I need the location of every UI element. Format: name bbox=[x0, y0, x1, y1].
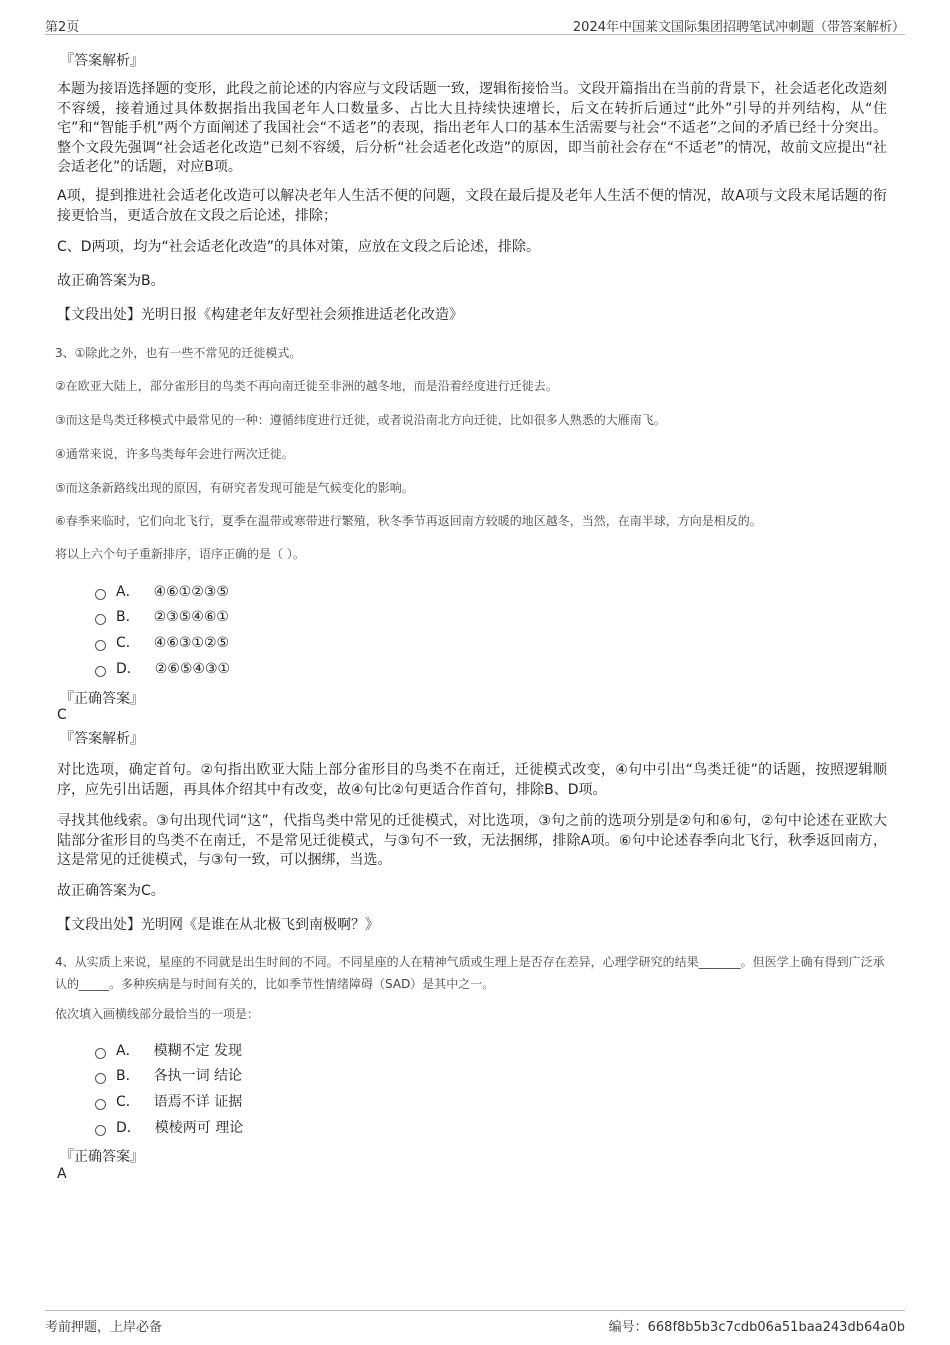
option-a[interactable]: A． ④⑥①②③⑤ bbox=[95, 582, 229, 602]
page-footer bbox=[45, 1310, 905, 1337]
question-sentence: ⑤而这条新路线出现的原因，有研究者发现可能是气候变化的影响。 bbox=[55, 481, 414, 495]
analysis-conclusion: 故正确答案为B。 bbox=[57, 273, 165, 289]
document-title: 2024年中国莱文国际集团招聘笔试冲刺题（带答案解析） bbox=[572, 20, 905, 35]
question-ask: 依次填入画横线部分最恰当的一项是： bbox=[55, 1007, 260, 1021]
question-sentence: ④通常来说，许多鸟类每年会进行两次迁徙。 bbox=[55, 447, 294, 461]
source-citation: 【文段出处】光明日报《构建老年友好型社会须推进适老化改造》 bbox=[57, 307, 463, 323]
option-c[interactable]: C． ④⑥③①②⑤ bbox=[95, 633, 229, 653]
correct-answer: C bbox=[57, 707, 67, 723]
question-sentence: 3、①除此之外，也有一些不常见的迁徙模式。 bbox=[55, 346, 302, 360]
analysis-label: 『答案解析』 bbox=[60, 53, 144, 69]
question-sentence: ③而这是鸟类迁移模式中最常见的一种：遵循纬度进行迁徙，或者说沿南北方向迁徙，比如很多人熟悉的大雁南飞。 bbox=[55, 413, 666, 427]
question-sentence: ⑥春季来临时，它们向北飞行，夏季在温带或寒带进行繁殖，秋冬季节再返回南方较暖的地区越冬，当然，在南半球，方向是相反的。 bbox=[55, 514, 762, 528]
radio-icon[interactable] bbox=[95, 1048, 106, 1059]
option-d[interactable]: D． ②⑥⑤④③① bbox=[95, 659, 230, 679]
analysis-label: 『答案解析』 bbox=[60, 731, 144, 747]
analysis-paragraph: 寻找其他线索。③句出现代词“这”，代指鸟类中常见的迁徙模式，对比选项，③句之前的选项分别是②句和⑥句，②句中论述在亚欧大陆部分雀形目的鸟类不在南迁，不是常见迁徙模式，与③句不一致，无法捆绑，排除A项。⑥句中论述春季向北飞行，秋季返回南方，这是常见的迁徙模式，与③句一致，可以捆绑，当选。 bbox=[57, 813, 887, 868]
page-header bbox=[45, 14, 905, 35]
radio-icon[interactable] bbox=[95, 640, 106, 651]
blank-1: _______ bbox=[698, 955, 741, 969]
option-b[interactable]: B． ②③⑤④⑥① bbox=[95, 607, 229, 627]
radio-icon[interactable] bbox=[95, 1073, 106, 1084]
radio-icon[interactable] bbox=[95, 1099, 106, 1110]
option-c[interactable]: C． 语焉不详 证据 bbox=[95, 1092, 242, 1112]
analysis-conclusion: 故正确答案为C。 bbox=[57, 883, 165, 899]
page-number: 第2页 bbox=[45, 20, 80, 35]
correct-answer-label: 『正确答案』 bbox=[60, 1149, 144, 1165]
analysis-paragraph: C、D两项，均为“社会适老化改造”的具体对策，应放在文段之后论述，排除。 bbox=[57, 239, 541, 255]
analysis-paragraph: 本题为接语选择题的变形，此段之前论述的内容应与文段话题一致，逻辑衔接恰当。文段开篇指出在当前的背景下，社会适老化改造刻不容缓，接着通过具体数据指出我国老年人口数量多、占比大且持续快速增长，后文在转折后通过“此外”引导的并列结构，从“住宅”和“智能手机”两个方面阐述了我国社会“不适老”的表现，指出老年人口的基本生活需要与社会“不适老”之间的矛盾已经十分突出。整个文段先强调“社会适老化改造”已刻不容缓，后分析“社会适老化改造”的原因，即当前社会存在“不适老”的情况，故前文应提出“社会适老化”的话题，对应B项。 bbox=[57, 81, 887, 175]
source-citation: 【文段出处】光明网《是谁在从北极飞到南极啊？》 bbox=[57, 917, 379, 933]
analysis-paragraph: 对比选项，确定首句。②句指出欧亚大陆上部分雀形目的鸟类不在南迁，迁徙模式改变，④句中引出“鸟类迁徙”的话题，按照逻辑顺序，应先引出话题，再具体介绍其中有改变，故④句比②句更适合作首句，排除B、D项。 bbox=[57, 762, 887, 798]
radio-icon[interactable] bbox=[95, 1125, 106, 1136]
analysis-paragraph: A项，提到推进社会适老化改造可以解决老年人生活不便的问题，文段在最后提及老年人生活不便的情况，故A项与文段末尾话题的衔接更恰当，更适合放在文段之后论述，排除； bbox=[57, 188, 887, 224]
option-a[interactable]: A． 模糊不定 发现 bbox=[95, 1041, 242, 1061]
correct-answer-label: 『正确答案』 bbox=[60, 691, 144, 707]
radio-icon[interactable] bbox=[95, 666, 106, 677]
correct-answer: A bbox=[57, 1166, 67, 1182]
option-b[interactable]: B． 各执一词 结论 bbox=[95, 1066, 242, 1086]
footer-slogan: 考前押题，上岸必备 bbox=[45, 1320, 163, 1335]
blank-2: _____ bbox=[79, 977, 110, 991]
option-d[interactable]: D． 模棱两可 理论 bbox=[95, 1118, 243, 1138]
radio-icon[interactable] bbox=[95, 614, 106, 625]
document-id: 编号：668f8b5b3c7cdb06a51baa243db64a0b bbox=[608, 1320, 905, 1335]
question-sentence: ②在欧亚大陆上，部分雀形目的鸟类不再向南迁徙至非洲的越冬地，而是沿着经度进行迁徙去。 bbox=[55, 379, 558, 393]
radio-icon[interactable] bbox=[95, 589, 106, 600]
question-stem: 4、从实质上来说，星座的不同就是出生时间的不同。不同星座的人在精神气质或生理上是否存在差异，心理学研究的结果_______。但医学上确有得到广泛承认的_____。多种疾病是与时间有关的，比如季节性情绪障碍（SAD）是其中之一。 bbox=[55, 955, 885, 991]
question-stem: 将以上六个句子重新排序，语序正确的是（ ）。 bbox=[55, 547, 305, 561]
